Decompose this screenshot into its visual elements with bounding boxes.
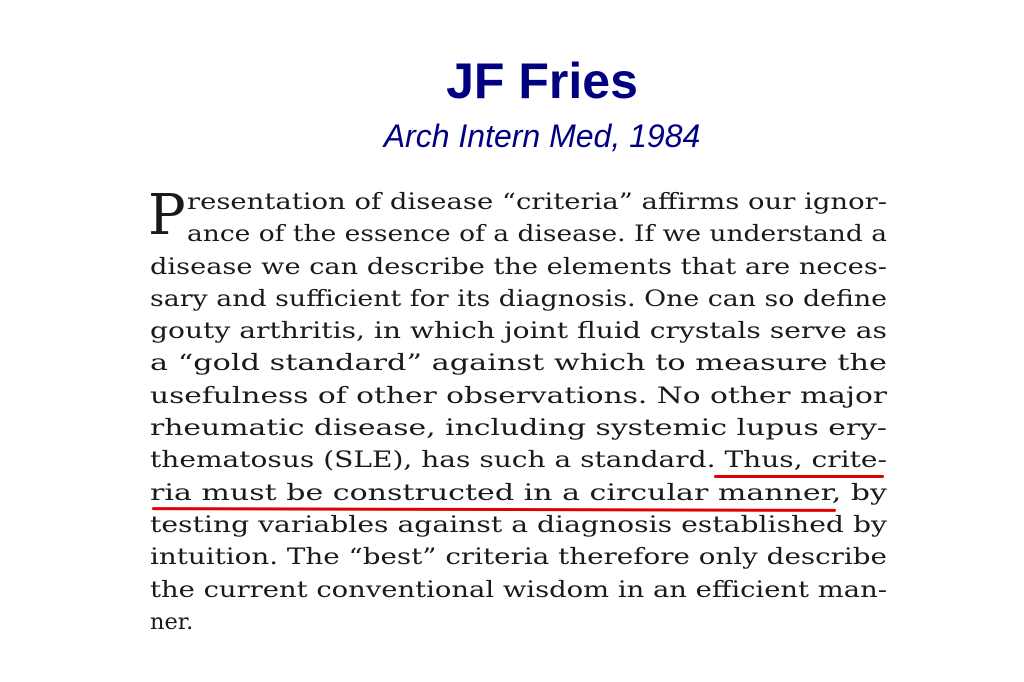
excerpt-line: gouty arthritis, in which joint fluid crystals serve as [150, 318, 887, 345]
slide-citation: Arch Intern Med, 1984 [383, 118, 701, 154]
excerpt-line: ner. [150, 608, 194, 635]
quoted-excerpt [148, 183, 890, 638]
excerpt-line: rheumatic disease, including systemic lupus ery- [150, 415, 887, 442]
excerpt-line: disease we can describe the elements that are neces- [150, 253, 887, 280]
excerpt-line: intuition. The “best” criteria therefore only describe [150, 544, 887, 571]
excerpt-line: a “gold standard” against which to measure the [150, 350, 887, 377]
slide-title: JF Fries [446, 53, 638, 109]
excerpt-line: thematosus (SLE), has such a standard. Thus, crite- [150, 447, 887, 474]
excerpt-line: usefulness of other observations. No other major [150, 382, 887, 409]
excerpt-line: the current conventional wisdom in an efficient man- [150, 576, 887, 603]
drop-cap: P [148, 183, 186, 248]
excerpt-line: resentation of disease “criteria” affirms our ignor- [187, 189, 887, 215]
excerpt-line: testing variables against a diagnosis established by [150, 511, 887, 538]
excerpt-line: ria must be constructed in a circular manner, by [150, 479, 888, 506]
excerpt-line: ance of the essence of a disease. If we understand a [187, 221, 887, 248]
excerpt-line: sary and sufficient for its diagnosis. One can so define [150, 285, 887, 312]
highlight-underline [714, 475, 884, 478]
